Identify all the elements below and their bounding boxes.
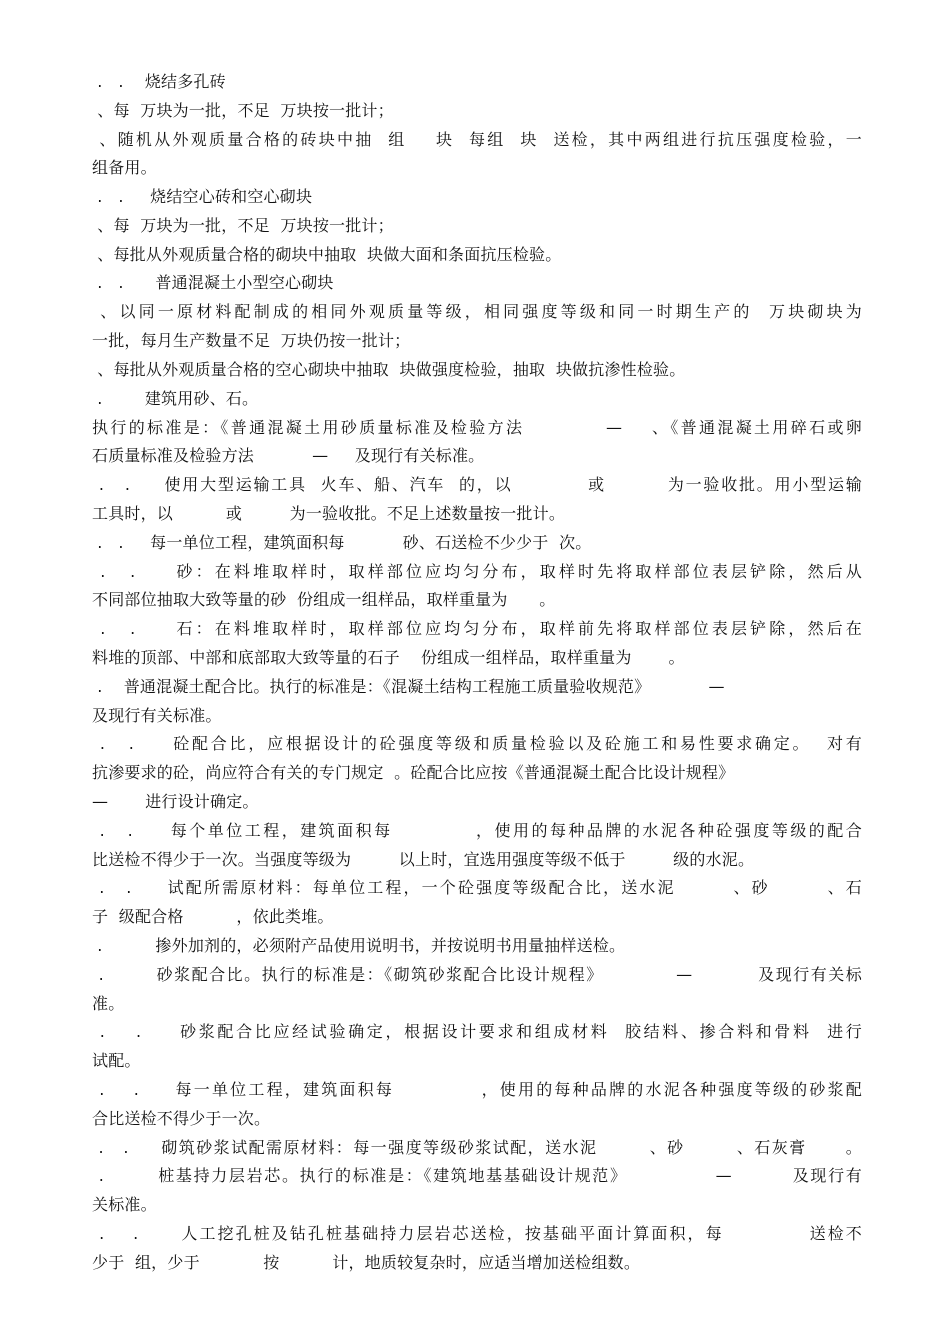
text-line: 及现行有关标准。 xyxy=(92,706,222,725)
text-line: . 桩基持力层岩芯。执行的标准是：《建筑地基基础设计规范》 — 及现行有 xyxy=(92,1166,862,1185)
text-line: . . 每一单位工程，建筑面积每 砂、石送检不少少于 次。 xyxy=(92,533,592,552)
text-line: . . 普通混凝土小型空心砌块 xyxy=(92,273,334,292)
text-line: 、每 万块为一批，不足 万块按一批计； xyxy=(92,101,394,120)
text-line: . 掺外加剂的，必须附产品使用说明书，并按说明书用量抽样送检。 xyxy=(92,936,626,955)
text-line: . . 每一单位工程，建筑面积每 ，使用的每种品牌的水泥各种强度等级的砂浆配 xyxy=(92,1080,862,1099)
text-line: — 进行设计确定。 xyxy=(92,792,259,811)
text-line: 、每批从外观质量合格的砌块中抽取 块做大面和条面抗压检验。 xyxy=(92,245,562,264)
text-line: 料堆的顶部、中部和底部取大致等量的石子 份组成一组样品，取样重量为 。 xyxy=(92,648,685,667)
text-line: 、以同一原材料配制成的相同外观质量等级，相同强度等级和同一时期生产的 万块砌块为 xyxy=(92,302,862,321)
text-line: 石质量标准及检验方法 — 及现行有关标准。 xyxy=(92,446,485,465)
text-line: 准。 xyxy=(92,994,125,1013)
text-line: . 建筑用砂、石。 xyxy=(92,389,259,408)
text-line: 执行的标准是：《普通混凝土用砂质量标准及检验方法 — 、《普通混凝土用碎石或卵 xyxy=(92,418,862,437)
text-line: . . 人工挖孔桩及钻孔桩基础持力层岩芯送检，按基础平面计算面积，每 送检不 xyxy=(92,1224,862,1243)
text-line: . . 试配所需原材料：每单位工程，一个砼强度等级配合比，送水泥 、砂 、石 xyxy=(92,878,862,897)
text-line: 不同部位抽取大致等量的砂 份组成一组样品，取样重量为 。 xyxy=(92,590,556,609)
text-line: 工具时，以 或 为一验收批。不足上述数量按一批计。 xyxy=(92,504,566,523)
text-line: . . 砂：在料堆取样时，取样部位应均匀分布，取样时先将取样部位表层铲除，然后从 xyxy=(92,562,862,581)
text-line: 一批，每月生产数量不足 万块仍按一批计； xyxy=(92,331,411,350)
text-line: . . 烧结多孔砖 xyxy=(92,72,226,91)
text-line: 试配。 xyxy=(92,1051,141,1070)
text-line: 子 级配合格 ，依此类堆。 xyxy=(92,907,334,926)
text-line: 、每批从外观质量合格的空心砌块中抽取 块做强度检验，抽取 块做抗渗性检验。 xyxy=(92,360,686,379)
text-line: 比送检不得少于一次。当强度等级为 以上时，宜选用强度等级不低于 级的水泥。 xyxy=(92,850,755,869)
text-line: . . 石：在料堆取样时，取样部位应均匀分布，取样前先将取样部位表层铲除，然后在 xyxy=(92,619,862,638)
text-line: . . 每个单位工程，建筑面积每 ，使用的每种品牌的水泥各种砼强度等级的配合 xyxy=(92,821,862,840)
text-line: . . 砂浆配合比应经试验确定，根据设计要求和组成材料 胶结料、掺合料和骨料 进行 xyxy=(92,1022,862,1041)
text-line: . . 烧结空心砖和空心砌块 xyxy=(92,187,313,206)
text-line: . . 砼配合比，应根据设计的砼强度等级和质量检验以及砼施工和易性要求确定。 对有 xyxy=(92,734,862,753)
text-line: 、随机从外观质量合格的砖块中抽 组 块 每组 块 送检，其中两组进行抗压强度检验，一 xyxy=(92,130,862,149)
text-line: . 普通混凝土配合比。执行的标准是：《混凝土结构工程施工质量验收规范》 — xyxy=(92,677,725,696)
text-line: 少于 组，少于 按 计，地质较复杂时，应适当增加送检组数。 xyxy=(92,1253,641,1272)
text-line: 抗渗要求的砼，尚应符合有关的专门规定 。砼配合比应按《普通混凝土配合比设计规程》 xyxy=(92,763,735,782)
text-line: 、每 万块为一批，不足 万块按一批计； xyxy=(92,216,394,235)
text-line: . . 砌筑砂浆试配需原材料：每一强度等级砂浆试配，送水泥 、砂 、石灰膏 。 xyxy=(92,1138,862,1157)
text-line: 关标准。 xyxy=(92,1195,157,1214)
text-line: . 砂浆配合比。执行的标准是：《砌筑砂浆配合比设计规程》 — 及现行有关标 xyxy=(92,965,862,984)
text-line: 组备用。 xyxy=(92,158,157,177)
text-line: . . 使用大型运输工具 火车、船、汽车 的，以 或 为一验收批。用小型运输 xyxy=(92,475,862,494)
text-line: 合比送检不得少于一次。 xyxy=(92,1109,271,1128)
